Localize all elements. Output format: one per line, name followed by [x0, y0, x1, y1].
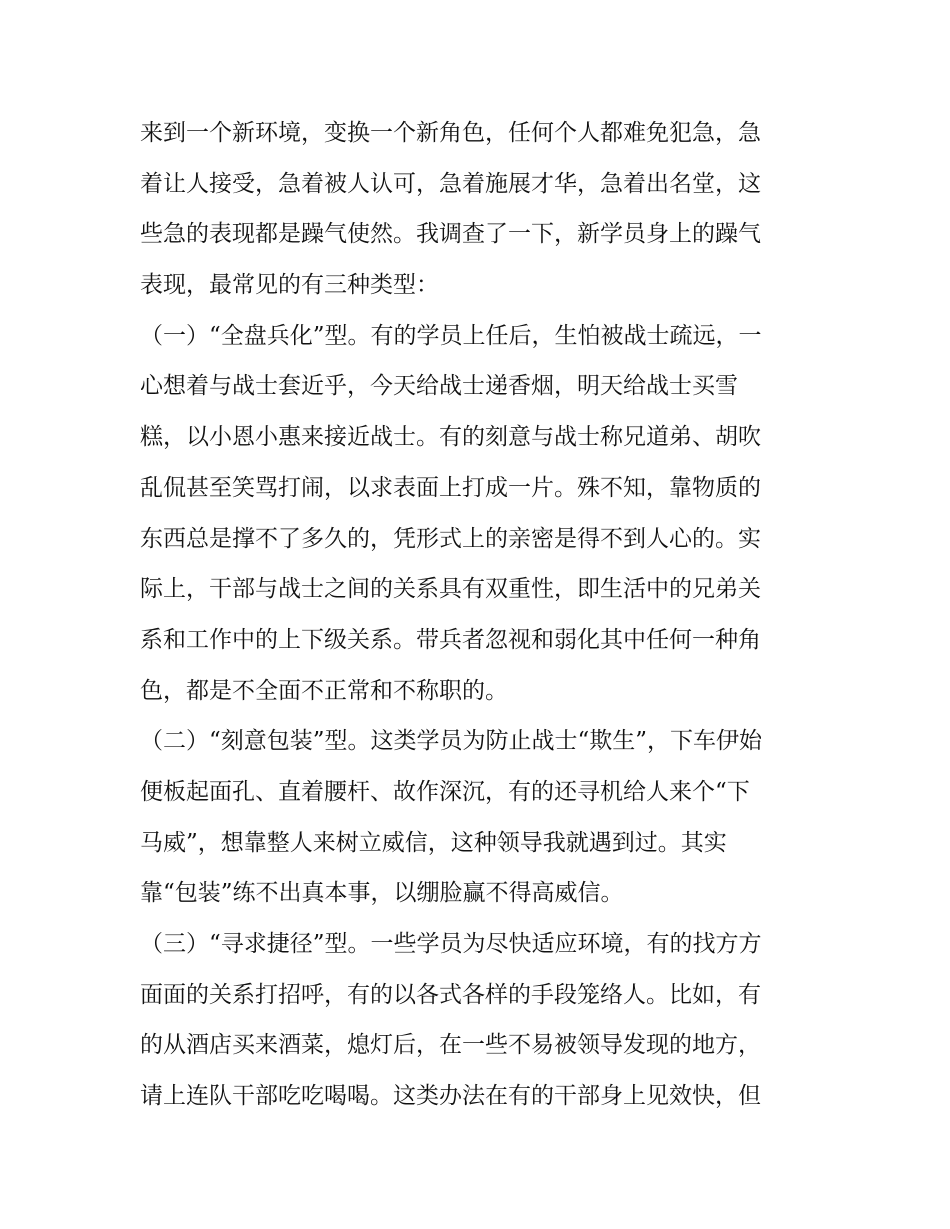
text-line: （二）“刻意包装”型。这类学员为防止战士“欺生”，下车伊始 [140, 728, 763, 755]
text-line: 的从酒店买来酒菜，熄灯后，在一些不易被领导发现的地方， [140, 1032, 761, 1059]
text-line: （三）“寻求捷径”型。一些学员为尽快适应环境，有的找方方 [140, 931, 762, 957]
document-body [140, 108, 820, 1122]
text-line: 际上，干部与战士之间的关系具有双重性，即生活中的兄弟关 [140, 576, 761, 603]
text-line: 乱侃甚至笑骂打闹，以求表面上打成一片。殊不知，靠物质的 [140, 474, 761, 501]
text-line: 东西总是撑不了多久的，凭形式上的亲密是得不到人心的。实 [140, 525, 761, 552]
text-line: 表现，最常见的有三种类型： [140, 272, 439, 299]
text-line: 请上连队干部吃吃喝喝。这类办法在有的干部身上见效快，但 [140, 1083, 761, 1110]
text-line: 着让人接受，急着被人认可，急着施展才华，急着出名堂，这 [140, 170, 761, 197]
text-line: 面面的关系打招呼，有的以各式各样的手段笼络人。比如，有 [140, 981, 761, 1008]
text-line: 心想着与战士套近乎，今天给战士递香烟，明天给战士买雪 [140, 373, 738, 400]
text-line: 便板起面孔、直着腰杆、故作深沉，有的还寻机给人来个“下 [140, 778, 750, 805]
text-line: （一）“全盘兵化”型。有的学员上任后，生怕被战士疏远，一 [140, 322, 762, 349]
text-line: 些急的表现都是躁气使然。我调查了一下，新学员身上的躁气 [140, 221, 761, 248]
text-line: 色，都是不全面不正常和不称职的。 [140, 677, 508, 704]
text-line: 靠“包装”练不出真本事，以绷脸赢不得高威信。 [140, 880, 624, 907]
text-line: 来到一个新环境，变换一个新角色，任何个人都难免犯急，急 [140, 120, 761, 146]
text-line: 系和工作中的上下级关系。带兵者忽视和弱化其中任何一种角 [140, 626, 761, 653]
text-line: 马威”，想靠整人来树立威信，这种领导我就遇到过。其实 [140, 829, 727, 856]
text-line: 糕，以小恩小惠来接近战士。有的刻意与战士称兄道弟、胡吹 [140, 424, 761, 451]
